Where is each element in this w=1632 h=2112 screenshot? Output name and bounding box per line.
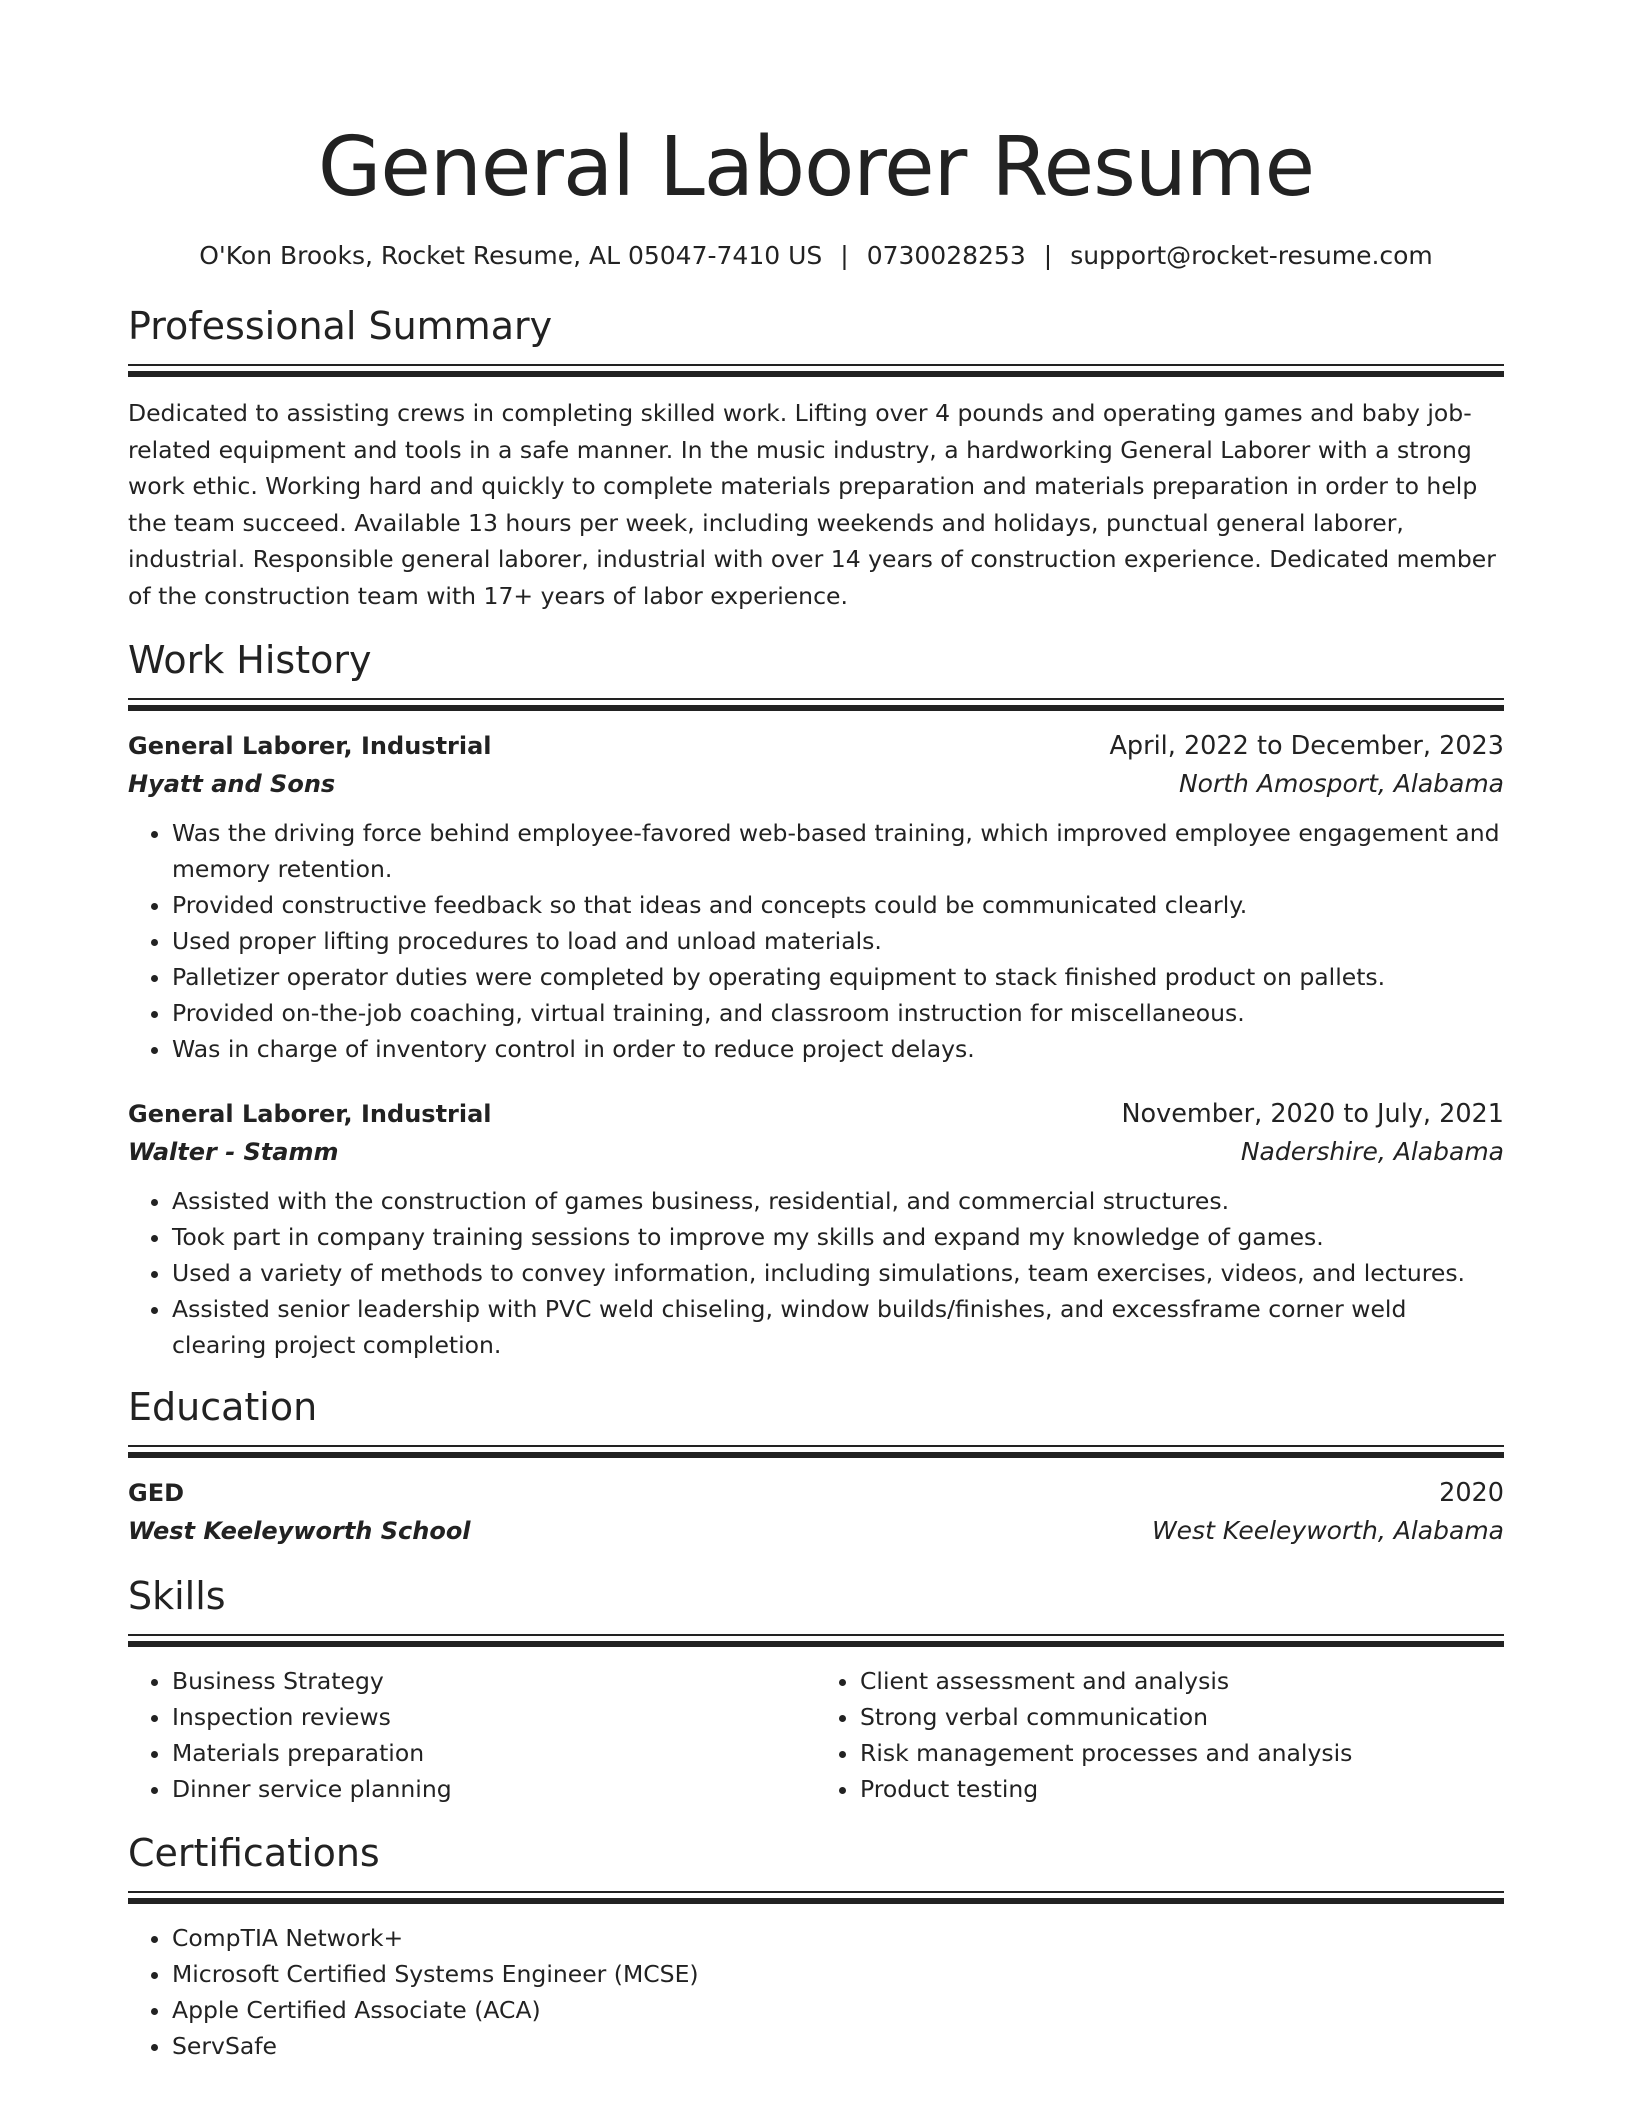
job-dates: November, 2020 to July, 2021 [1121,1099,1504,1129]
list-item: • Client assessment and analysis [860,1663,1504,1699]
list-item: • Took part in company training sessions to improve my skills and expand my knowledge of games. [172,1219,1504,1255]
list-item: • Assisted with the construction of games business, residential, and commercial structures. [172,1183,1504,1219]
job-location: North Amosport, Alabama [1178,769,1504,798]
education-location: West Keeleyworth, Alabama [1151,1516,1504,1545]
skills-section [128,1572,1504,1807]
section-heading-summary: Professional Summary [128,304,553,348]
list-item: • Was the driving force behind employee-favored web-based training, which improved employee engagement and memory retention. [172,815,1504,887]
education-section [128,1383,1504,1550]
contact-separator: | [840,241,849,270]
education-entry [128,1474,1504,1550]
list-item: • Strong verbal communication [860,1699,1504,1735]
list-item: • ServSafe [172,2028,1504,2064]
section-divider [128,1634,1504,1647]
contact-address: O'Kon Brooks, Rocket Resume, AL 05047-7410 US [199,241,823,270]
job-company: Walter - Stamm [128,1138,339,1166]
list-item: • Inspection reviews [172,1699,816,1735]
list-item: • Product testing [860,1771,1504,1807]
education-year: 2020 [1439,1478,1504,1508]
list-item: • Materials preparation [172,1735,816,1771]
section-heading-work-history: Work History [128,638,372,682]
job-location: Nadershire, Alabama [1240,1137,1504,1166]
education-school: West Keeleyworth School [128,1517,471,1545]
job-dates: April, 2022 to December, 2023 [1109,731,1504,761]
job-bullets [128,1183,1504,1363]
education-degree: GED [128,1479,185,1507]
list-item: • Provided on-the-job coaching, virtual training, and classroom instruction for miscellaneous. [172,995,1504,1031]
skills-grid [128,1663,1504,1807]
summary-section [128,302,1504,614]
section-divider [128,364,1504,377]
list-item: • Assisted senior leadership with PVC weld chiseling, window builds/finishes, and excessframe corner weld clearing project completion. [172,1291,1504,1363]
list-item: • Provided constructive feedback so that ideas and concepts could be communicated clearly. [172,887,1504,923]
education-school-row [128,1512,1504,1550]
job-bullets [128,815,1504,1067]
summary-text: Dedicated to assisting crews in completing skilled work. Lifting over 4 pounds and operating games and baby job-related equipment and tools in a safe manner. In the music industry, a hardworking General Laborer with a strong work ethic. Working hard and quickly to complete materials preparation and materials preparation in order to help the team succeed. Available 13 hours per week, including weekends and holidays, punctual general laborer, industrial. Responsible general laborer, industrial with over 14 years of construction experience. Dedicated member of the construction team with 17+ years of labor experience. [128,399,1496,610]
job-company-row [128,1133,1504,1171]
skills-list-right [816,1663,1504,1807]
contact-email: support@rocket-resume.com [1070,241,1433,270]
section-heading-certifications: Certifications [128,1831,380,1875]
education-header-row [128,1474,1504,1512]
list-item: • Microsoft Certified Systems Engineer (MCSE) [172,1956,1504,1992]
job-entry [128,727,1504,1067]
section-divider [128,1891,1504,1904]
list-item: • Risk management processes and analysis [860,1735,1504,1771]
contact-phone: 0730028253 [866,241,1026,270]
job-entry [128,1095,1504,1363]
list-item: • CompTIA Network+ [172,1920,1504,1956]
job-title: General Laborer, Industrial [128,1100,492,1128]
list-item: • Was in charge of inventory control in order to reduce project delays. [172,1031,1504,1067]
skills-list-left [128,1663,816,1807]
list-item: • Used a variety of methods to convey information, including simulations, team exercises, videos, and lectures. [172,1255,1504,1291]
section-divider [128,698,1504,711]
list-item: • Apple Certified Associate (ACA) [172,1992,1504,2028]
contact-line [128,238,1504,274]
job-title: General Laborer, Industrial [128,732,492,760]
contact-separator: | [1043,241,1053,270]
job-header-row [128,1095,1504,1133]
job-company: Hyatt and Sons [128,770,336,798]
section-heading-education: Education [128,1385,318,1429]
list-item: • Used proper lifting procedures to load and unload materials. [172,923,1504,959]
section-heading-skills: Skills [128,1574,226,1618]
resume-title: General Laborer Resume [317,120,1315,215]
certifications-section [128,1829,1504,2064]
job-header-row [128,727,1504,765]
list-item: • Palletizer operator duties were completed by operating equipment to stack finished product on pallets. [172,959,1504,995]
list-item: • Dinner service planning [172,1771,816,1807]
list-item: • Business Strategy [172,1663,816,1699]
section-divider [128,1445,1504,1458]
certifications-list [128,1920,1504,2064]
job-company-row [128,765,1504,803]
work-history-section [128,636,1504,1363]
